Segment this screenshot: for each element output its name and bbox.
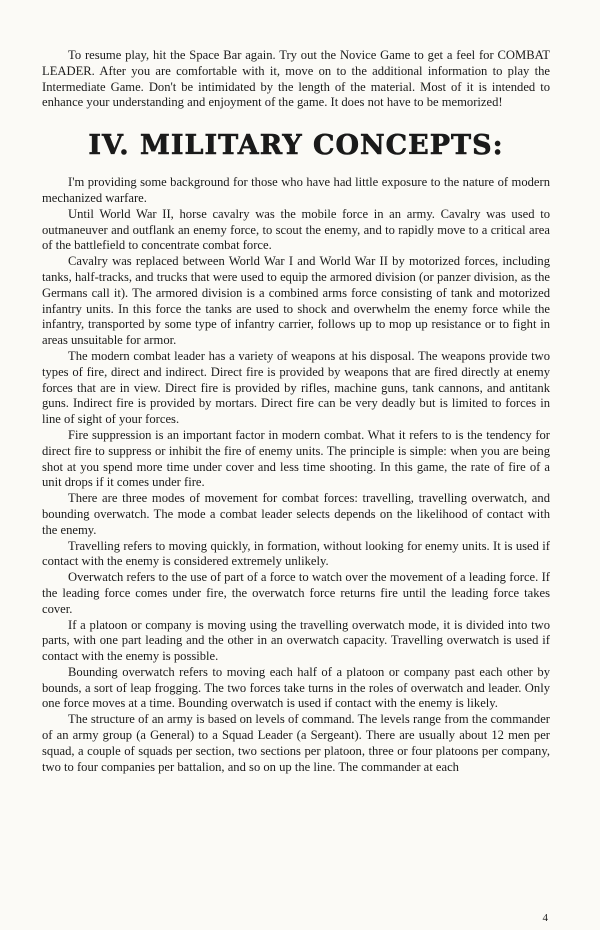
paragraph: Fire suppression is an important factor in modern combat. What it refers to is the tendency for direct fire to suppress or inhibit the fire of enemy units. The principle is simple: when you are being shot at you spend more time under cover and less time shooting. In this game, the rate of fire of a unit drops if it comes under fire. <box>42 427 550 490</box>
paragraph: Overwatch refers to the use of part of a force to watch over the movement of a leading force. If the leading force comes under fire, the overwatch force returns fire until the leading force takes cover. <box>42 570 550 616</box>
paragraph: There are three modes of movement for combat forces: travelling, travelling overwatch, and bounding overwatch. The mode a combat leader selects depends on the likelihood of contact with the enemy. <box>42 491 550 537</box>
paragraph: Until World War II, horse cavalry was the mobile force in an army. Cavalry was used to outmaneuver and outflank an enemy force, to scout the enemy, and to rapidly move to a critical area of the battlefield to concentrate combat force. <box>42 206 550 253</box>
paragraph: Cavalry was replaced between World War I and World War II by motorized forces, including tanks, half-tracks, and trucks that were used to equip the armored division (or panzer division, as the Germans call it). The armored division is a combined arms force consisting of tank and motorized infantry units. In this force the tanks are used to shock and overwhelm the enemy force while the infantry, transported by some type of infantry carrier, follows up to mop up resistance or to fight in areas unsuitable for armor. <box>42 254 550 348</box>
section-body <box>42 175 550 775</box>
paragraph: Travelling refers to moving quickly, in formation, without looking for enemy units. It is used if contact with the enemy is considered extremely unlikely. <box>42 538 550 569</box>
page-number: 4 <box>542 912 548 924</box>
paragraph: I'm providing some background for those who have had little exposure to the nature of modern mechanized warfare. <box>42 175 550 205</box>
section-heading: IV. MILITARY CONCEPTS: <box>88 130 504 162</box>
paragraph: If a platoon or company is moving using the travelling overwatch mode, it is divided into two parts, with one part leading and the other in an overwatch capacity. Travelling overwatch is used if contact with the enemy is possible. <box>42 617 550 664</box>
paragraph: The structure of an army is based on levels of command. The levels range from the commander of an army group (a General) to a Squad Leader (a Sergeant). There are usually about 12 men per squad, a couple of squads per section, two sections per platoon, three or four platoons per company, two to four companies per battalion, and so on up the line. The commander at each <box>42 712 550 774</box>
paragraph: Bounding overwatch refers to moving each half of a platoon or company past each other by bounds, a sort of leap frogging. The two forces take turns in the roles of overwatch and leader. Only one force moves at a time. Bounding overwatch is used if contact with the enemy is likely. <box>42 664 550 711</box>
paragraph: The modern combat leader has a variety of weapons at his disposal. The weapons provide two types of fire, direct and indirect. Direct fire is provided by weapons that are fired directly at enemy forces that are in view. Direct fire is provided by rifles, machine guns, tank cannons, and antitank guns. Indirect fire is provided by mortars. Direct fire can be very deadly but is limited to forces in line of sight of your forces. <box>42 348 550 427</box>
intro-paragraph: To resume play, hit the Space Bar again. Try out the Novice Game to get a feel for COMBAT LEADER. After you are comfortable with it, move on to the additional information to play the Intermediate Game. Don't be intimidated by the length of the material. Most of it is intended to enhance your understanding and enjoyment of the game. It does not have to be memorized! <box>42 48 550 110</box>
